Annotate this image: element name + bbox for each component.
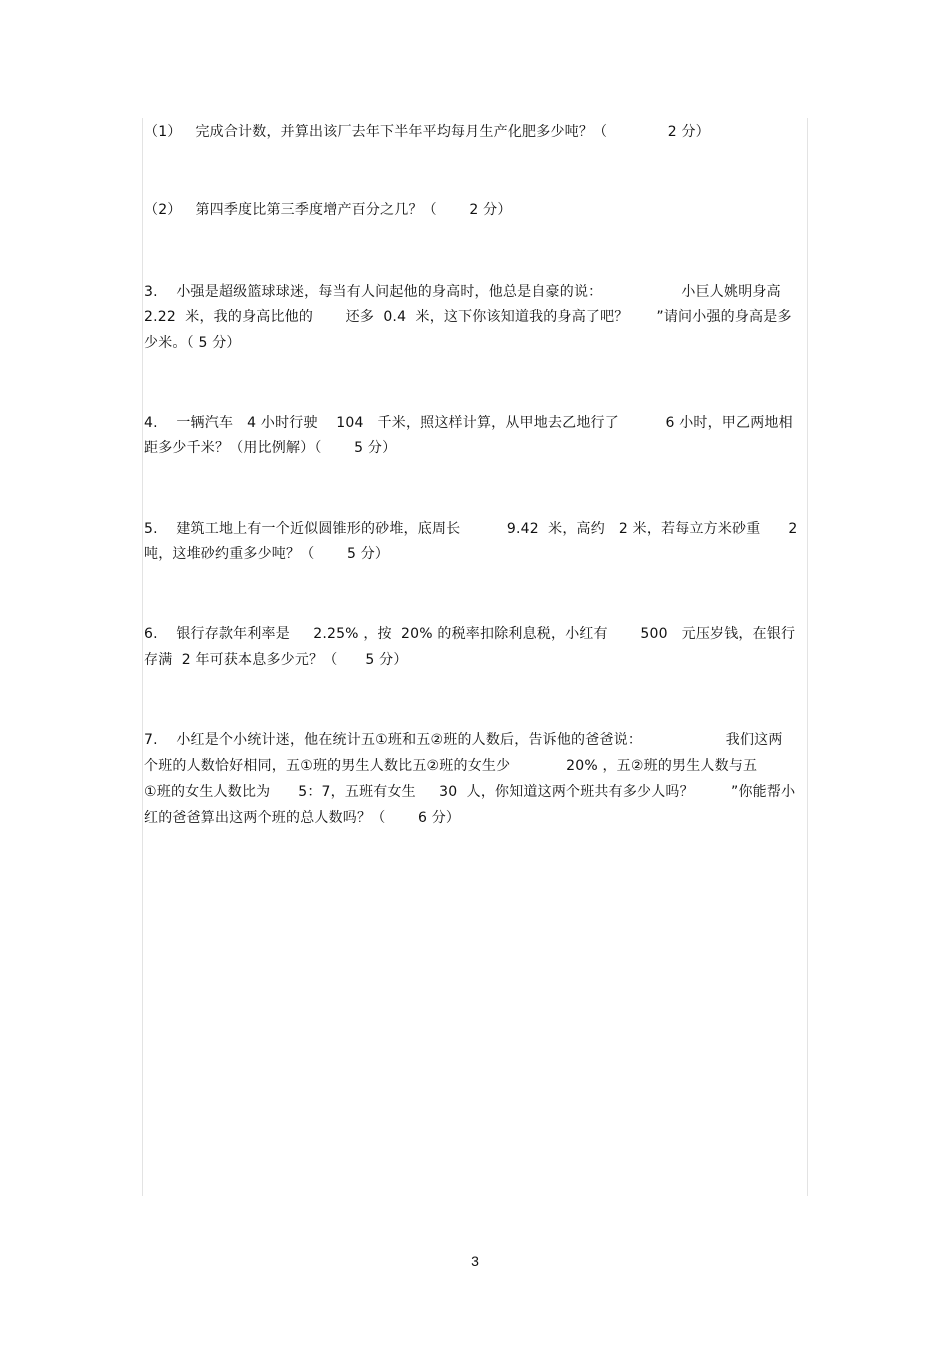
text-line: 3. 小强是超级篮球球迷，每当有人问起他的身高时，他总是自豪的说： 小巨人姚明身高 <box>144 284 781 300</box>
text-line: 5. 建筑工地上有一个近似圆锥形的砂堆，底周长 9.42 米，高约 2 米，若每立方米砂重 2 <box>144 521 798 537</box>
frame-left-border <box>142 118 143 1196</box>
text-line: 个班的人数恰好相同，五①班的男生人数比五②班的女生少 20% ，五②班的男生人数与五 <box>144 758 758 774</box>
text-line: 4. 一辆汽车 4 小时行驶 104 千米，照这样计算，从甲地去乙地行了 6 小时，甲乙两地相 <box>144 415 793 431</box>
page-number: 3 <box>471 1253 479 1269</box>
text-line: 少米。（ 5 分） <box>144 335 241 351</box>
text-line: ①班的女生人数比为 5：7，五班有女生 30 人，你知道这两个班共有多少人吗？ ”你能帮小 <box>144 784 796 800</box>
text-line: 距多少千米？（用比例解）（ 5 分） <box>144 440 397 456</box>
text-line: （1） 完成合计数，并算出该厂去年下半年平均每月生产化肥多少吨？（ 2 分） <box>144 124 710 140</box>
text-line: 红的爸爸算出这两个班的总人数吗？（ 6 分） <box>144 810 461 826</box>
text-line: 吨，这堆砂约重多少吨？（ 5 分） <box>144 546 390 562</box>
text-line: 2.22 米，我的身高比他的 还多 0.4 米，这下你该知道我的身高了吧？ ”请问小强的身高是多 <box>144 309 792 325</box>
text-line: 存满 2 年可获本息多少元？（ 5 分） <box>144 652 408 668</box>
text-line: 7. 小红是个小统计迷，他在统计五①班和五②班的人数后，告诉他的爸爸说： 我们这两 <box>144 732 783 748</box>
text-line: （2） 第四季度比第三季度增产百分之几？（ 2 分） <box>144 202 512 218</box>
frame-right-border <box>807 118 808 1196</box>
text-line: 6. 银行存款年利率是 2.25% ，按 20% 的税率扣除利息税，小红有 500 元压岁钱，在银行 <box>144 626 796 642</box>
